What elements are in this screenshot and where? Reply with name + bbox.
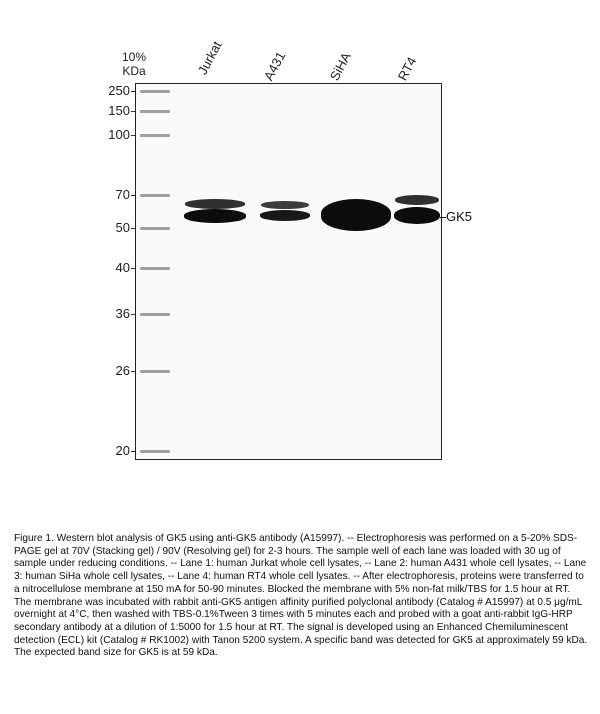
marker-100: 100 xyxy=(108,127,130,142)
marker-36: 36 xyxy=(115,306,130,321)
marker-150: 150 xyxy=(108,103,130,118)
ladder-band xyxy=(140,110,170,113)
ladder-band xyxy=(140,227,170,230)
band-lane1-gk5 xyxy=(184,209,246,223)
band-lane2-upper xyxy=(261,201,309,209)
marker-70: 70 xyxy=(115,187,130,202)
band-lane1-upper xyxy=(185,199,245,209)
lane-label-3: SiHA xyxy=(326,49,354,83)
band-lane2-gk5 xyxy=(260,210,310,221)
marker-40: 40 xyxy=(115,260,130,275)
ladder-band xyxy=(140,370,170,373)
ladder-band xyxy=(140,90,170,93)
band-lane4-gk5 xyxy=(394,207,440,224)
gel-percent-label: 10% xyxy=(121,50,147,64)
blot-membrane xyxy=(135,83,442,460)
gel-unit-label: KDa xyxy=(122,64,146,78)
band-lane3-gk5 xyxy=(321,199,391,231)
lane-label-1: Jurkat xyxy=(194,38,225,77)
marker-50: 50 xyxy=(115,220,130,235)
ladder-band xyxy=(140,267,170,270)
ladder-band xyxy=(140,313,170,316)
marker-26: 26 xyxy=(115,363,130,378)
marker-20: 20 xyxy=(115,443,130,458)
marker-250: 250 xyxy=(108,83,130,98)
band-label-gk5: GK5 xyxy=(446,209,473,224)
ladder-band xyxy=(140,450,170,453)
lane-label-4: RT4 xyxy=(394,54,420,83)
figure-caption: Figure 1. Western blot analysis of GK5 using anti-GK5 antibody (A15997). -- Electrophoresis was performed on a 5-20% SDS-PAGE gel at 70V (Stacking gel) / 90V (Resolving gel) for 2-3 hours. The sample well of each lane was loaded with 30 ug of sample under reducing conditions. -- Lane 1: human Jurkat whole cell lysates, -- Lane 2: human A431 whole cell lysates, -- Lane 3: human SiHa whole cell lysates, -- Lane 4: human RT4 whole cell lysates. -- After electrophoresis, proteins were transferred to a nitrocellulose membrane at 150 mA for 50-90 minutes. Blocked the membrane with 5% non-fat milk/TBS for 1.5 hour at RT. The membrane was incubated with rabbit anti-GK5 antigen affinity purified polyclonal antibody (Catalog # A15997) at 0.5 μg/mL overnight at 4°C, then washed with TBS-0.1%Tween 3 times with 5 minutes each and probed with a goat anti-rabbit IgG-HRP secondary antibody at a dilution of 1:5000 for 1.5 hour at RT. The signal is developed using an Enhanced Chemiluminescent detection (ECL) kit (Catalog # RK1002) with Tanon 5200 system. A specific band was detected for GK5 at approximately 59 kDa. The expected band size for GK5 is at 59 kDa. xyxy=(14,533,588,659)
band-lane4-upper xyxy=(395,195,439,205)
ladder-band xyxy=(140,134,170,137)
ladder-band xyxy=(140,194,170,197)
lane-label-2: A431 xyxy=(260,49,289,83)
